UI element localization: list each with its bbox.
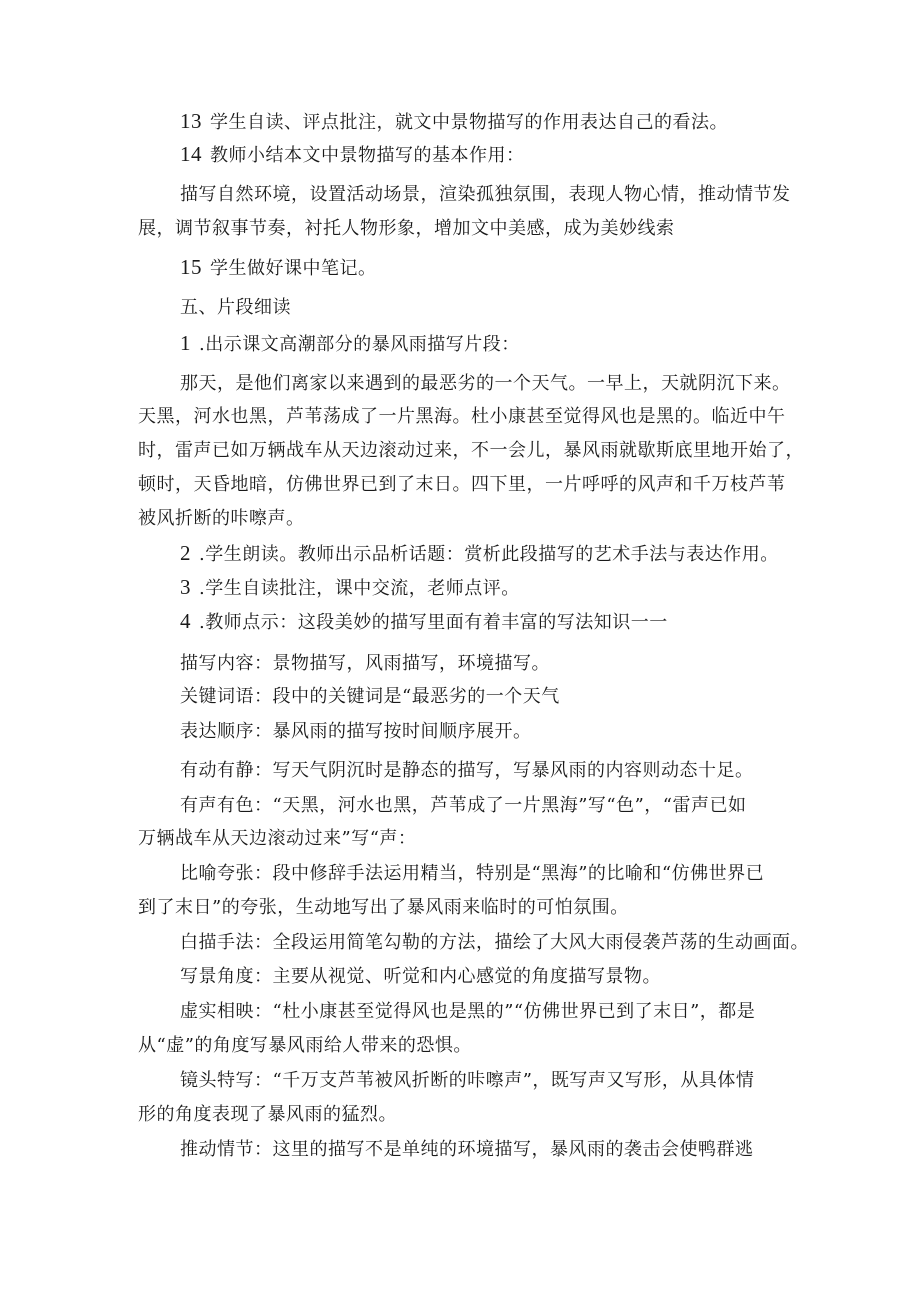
item-text: 学生自读、评点批注，就文中景物描写的作用表达自己的看法。 xyxy=(210,112,728,133)
step-1 xyxy=(180,332,520,356)
point-closeup-cont: 形的角度表现了暴风雨的猛烈。 xyxy=(138,1104,397,1125)
excerpt-line: 天黑，河水也黑，芦苇荡成了一片黑海。杜小康甚至觉得风也是黑的。临近中午 xyxy=(138,406,786,427)
item-15 xyxy=(180,256,377,280)
step-text: .学生自读批注，课中交流，老师点评。 xyxy=(199,578,520,599)
item-text: 教师小结本文中景物描写的基本作用： xyxy=(210,145,525,166)
point-motion: 有动有静：写天气阴沉时是静态的描写，写暴风雨的内容则动态十足。 xyxy=(180,760,754,781)
point-angle: 写景角度：主要从视觉、听觉和内心感觉的角度描写景物。 xyxy=(180,966,661,987)
point-content: 描写内容：景物描写，风雨描写，环境描写。 xyxy=(180,653,550,674)
step-text: .教师点示：这段美妙的描写里面有着丰富的写法知识一一 xyxy=(199,612,668,633)
excerpt-line: 时，雷声已如万辆战车从天边滚动过来，不一会儿，暴风雨就歇斯底里地开始了， xyxy=(138,440,804,461)
step-number: 2 xyxy=(180,541,191,565)
item-text: 学生做好课中笔记。 xyxy=(210,258,377,279)
item-number: 15 xyxy=(180,255,202,279)
item-number: 14 xyxy=(180,142,202,166)
step-number: 1 xyxy=(180,331,191,355)
step-text: .出示课文高潮部分的暴风雨描写片段： xyxy=(199,334,520,355)
point-virtual-real-cont: 从“虚”的角度写暴风雨给人带来的恐惧。 xyxy=(138,1035,472,1056)
item-number: 13 xyxy=(180,109,202,133)
point-virtual-real: 虚实相映：“杜小康甚至觉得风也是黑的”“仿佛世界已到了末日”，都是 xyxy=(180,1001,756,1022)
step-3 xyxy=(180,576,520,600)
excerpt-line: 那天，是他们离家以来遇到的最恶劣的一个天气。一早上，天就阴沉下来。 xyxy=(180,373,791,394)
point-sketch: 白描手法：全段运用简笔勾勒的方法，描绘了大风大雨侵袭芦荡的生动画面。 xyxy=(180,932,809,953)
item-14 xyxy=(180,143,525,167)
summary-line-1: 描写自然环境，设置活动场景，渲染孤独氛围，表现人物心情，推动情节发 xyxy=(180,184,791,205)
step-2 xyxy=(180,542,779,566)
point-order: 表达顺序：暴风雨的描写按时间顺序展开。 xyxy=(180,721,532,742)
point-plot: 推动情节：这里的描写不是单纯的环境描写，暴风雨的袭击会使鸭群逃 xyxy=(180,1139,754,1160)
item-13 xyxy=(180,110,728,134)
step-4 xyxy=(180,610,668,634)
point-keyword: 关键词语：段中的关键词是“最恶劣的一个天气 xyxy=(180,686,560,707)
point-sound-color: 有声有色：“天黑，河水也黑，芦苇成了一片黑海”写“色”，“雷声已如 xyxy=(180,795,747,816)
point-metaphor-cont: 到了末日”的夸张，生动地写出了暴风雨来临时的可怕氛围。 xyxy=(138,897,629,918)
excerpt-line: 顿时，天昏地暗，仿佛世界已到了末日。四下里，一片呼呼的风声和千万枝芦苇 xyxy=(138,474,786,495)
point-metaphor: 比喻夸张：段中修辞手法运用精当，特别是“黑海”的比喻和“仿佛世界已 xyxy=(180,863,765,884)
summary-line-2: 展，调节叙事节奏，衬托人物形象，增加文中美感，成为美妙线索 xyxy=(138,218,675,239)
point-closeup: 镜头特写：“千万支芦苇被风折断的咔嚓声”，既写声又写形，从具体情 xyxy=(180,1070,755,1091)
section-heading: 五、片段细读 xyxy=(180,297,291,318)
point-sound-color-cont: 万辆战车从天边滚动过来”写“声： xyxy=(138,828,417,849)
step-number: 4 xyxy=(180,609,191,633)
step-number: 3 xyxy=(180,575,191,599)
excerpt-line: 被风折断的咔嚓声。 xyxy=(138,508,305,529)
step-text: .学生朗读。教师出示品析话题：赏析此段描写的艺术手法与表达作用。 xyxy=(199,544,779,565)
